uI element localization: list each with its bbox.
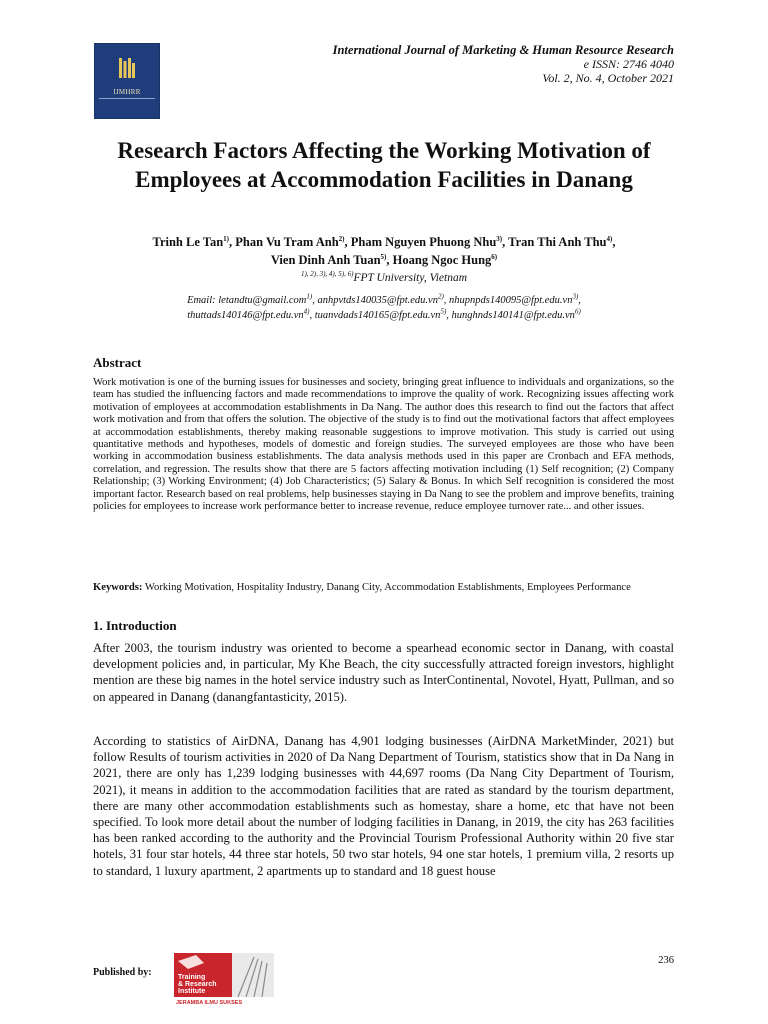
author-separator: , (386, 253, 393, 267)
abstract-text: Work motivation is one of the burning issues for businesses and society, bringing great influence to individuals and organizations, so the team has studied the influencing factors and made recommendations to improve the quality of work. Recognizing issues affecting work motivation of employees at accommodation establishments in Da Nang. The author does this research to find out the factors that affect work motivation and from that offers the solution. The objective of the study is to find out the motivational factors that affect employees at accommodation establishments, thereby making reasonable suggestions to improve motivation. This study is carried out using quantitative methods and hypotheses, models of domestic and foreign studies. The surveyed employees are those who have been working in accommodation business establishments. The data analysis methods used in this paper are Cronbach and EFA methods, correlation, and regression. The results show that there are 5 factors affecting motivation including (1) Self recognition; (2) Company Relationship; (3) Working Environment; (4) Job Characteristics; (5) Salary & Bonus. In which Self recognition is considered the most important factor. Research based on real problems, help businesses staying in Da Nang to see the problem and improve benefits, training policies for employees to increase work performance better to increase revenue, reduce employee turnover rate... and other issues. (93, 377, 674, 513)
introduction-heading: 1. Introduction (93, 618, 177, 633)
email-mark: 2) (437, 292, 444, 301)
journal-issn: e ISSN: 2746 4040 (583, 57, 674, 71)
journal-name: International Journal of Marketing & Human Resource Research (332, 43, 674, 57)
email-address[interactable]: tuanvdads140165@fpt.edu.vn (314, 310, 441, 321)
email-address[interactable]: anhpvtds140035@fpt.edu.vn (317, 295, 438, 306)
publisher-tagline: JERAMBA ILMU SUKSES (176, 1000, 243, 1005)
logo-divider (99, 98, 155, 109)
affiliation-name: FPT University, Vietnam (353, 272, 468, 284)
publisher-logo (174, 953, 274, 1005)
affiliation-marks: 1), 2), 3), 4), 5), 6) (300, 270, 354, 279)
email-mark: 5) (440, 307, 447, 316)
published-by-label: Published by: (93, 967, 152, 978)
author-mark: 1) (223, 234, 230, 243)
page-number: 236 (658, 955, 674, 966)
email-address[interactable]: nhupnpds140095@fpt.edu.vn (449, 295, 573, 306)
email-mark: 1) (306, 292, 313, 301)
journal-header (333, 43, 674, 85)
email-separator: , (309, 310, 315, 321)
email-mark: 6) (574, 307, 581, 316)
author-mark: 6) (491, 252, 498, 261)
author-name: Hoang Ngoc Hung (392, 253, 492, 267)
abstract-heading: Abstract (93, 355, 142, 370)
author-mark: 4) (606, 234, 613, 243)
email-separator: , (312, 295, 318, 306)
logo-text: IJMHRR (113, 88, 141, 96)
author-name: Vien Dinh Anh Tuan (270, 253, 381, 267)
author-name: Phan Vu Tram Anh (235, 235, 339, 249)
affiliation (84, 272, 684, 284)
journal-volume: Vol. 2, No. 4, October 2021 (542, 71, 674, 85)
paper-title: Research Factors Affecting the Working Motivation of Employees at Accommodation Facilities in Danang (117, 138, 651, 192)
author-mark: 5) (380, 252, 387, 261)
email-mark: 4) (303, 307, 310, 316)
author-separator: , (502, 235, 509, 249)
email-address[interactable]: hunghnds140141@fpt.edu.vn (451, 310, 575, 321)
email-list (84, 293, 684, 323)
publisher-name-line3: Institute (178, 988, 206, 995)
keywords-text: Working Motivation, Hospitality Industry, Danang City, Accommodation Establishments, Employees Performance (142, 582, 631, 593)
email-separator: , (446, 310, 452, 321)
email-address[interactable]: letandtu@gmail.com (218, 295, 307, 306)
author-mark: 2) (338, 234, 345, 243)
author-separator: , (344, 235, 351, 249)
email-separator: , (578, 295, 581, 306)
email-separator: , (443, 295, 450, 306)
publisher-name-line1: Training (178, 974, 206, 981)
email-address[interactable]: thuttads140146@fpt.edu.vn (187, 310, 304, 321)
intro-paragraph: According to statistics of AirDNA, Danang has 4,901 lodging businesses (AirDNA MarketMinder, 2021) but follow Results of tourism activities in 2020 of Da Nang Department of Tourism, statistics show that in Da Nang in 2021, there are only has 1,239 lodging businesses with 44,697 rooms (Da Nang City Department of Tourism, 2021), it means in addition to the accommodation facilities that are rated as standard by the tourism department, there are many other accommodation establishments such as homestay, share a home, etc that have not been specified. To look more detail about the number of lodging facilities in Danang, in 2019, the city has 263 facilities has been ranked according to the authority and the Provincial Tourism Professional Authority within 20 five star hotels, 31 four star hotels, 44 three star hotels, 50 two star hotels, 94 one star hotels, 1 premium villa, 2 resorts up to standard, 1 luxury apartment, 2 apartments up to standard and 18 guest house (93, 734, 674, 878)
author-name: Trinh Le Tan (152, 235, 224, 249)
author-list (84, 233, 684, 269)
author-separator: , (229, 235, 236, 249)
author-separator: , (612, 235, 616, 249)
author-name: Pham Nguyen Phuong Nhu (350, 235, 497, 249)
intro-paragraph: After 2003, the tourism industry was oriented to become a spearhead economic sector in Danang, with coastal development policies and, in particular, My Khe Beach, the city successfully attracted foreign investors, highlight mention are these big names in the hotel service industry such as InterContinental, Novotel, Hyatt, Pullman, and so on appeared in Danang (danangfantasticity, 2015). (93, 641, 674, 704)
publisher-name-line2: & Research (178, 981, 217, 988)
keywords-label: Keywords: (93, 582, 143, 593)
keywords (93, 582, 674, 594)
book-icon (119, 58, 135, 78)
email-prefix: Email: (187, 295, 219, 306)
email-mark: 3) (572, 292, 579, 301)
author-mark: 3) (496, 234, 503, 243)
journal-logo (94, 43, 160, 119)
author-name: Tran Thi Anh Thu (508, 235, 607, 249)
